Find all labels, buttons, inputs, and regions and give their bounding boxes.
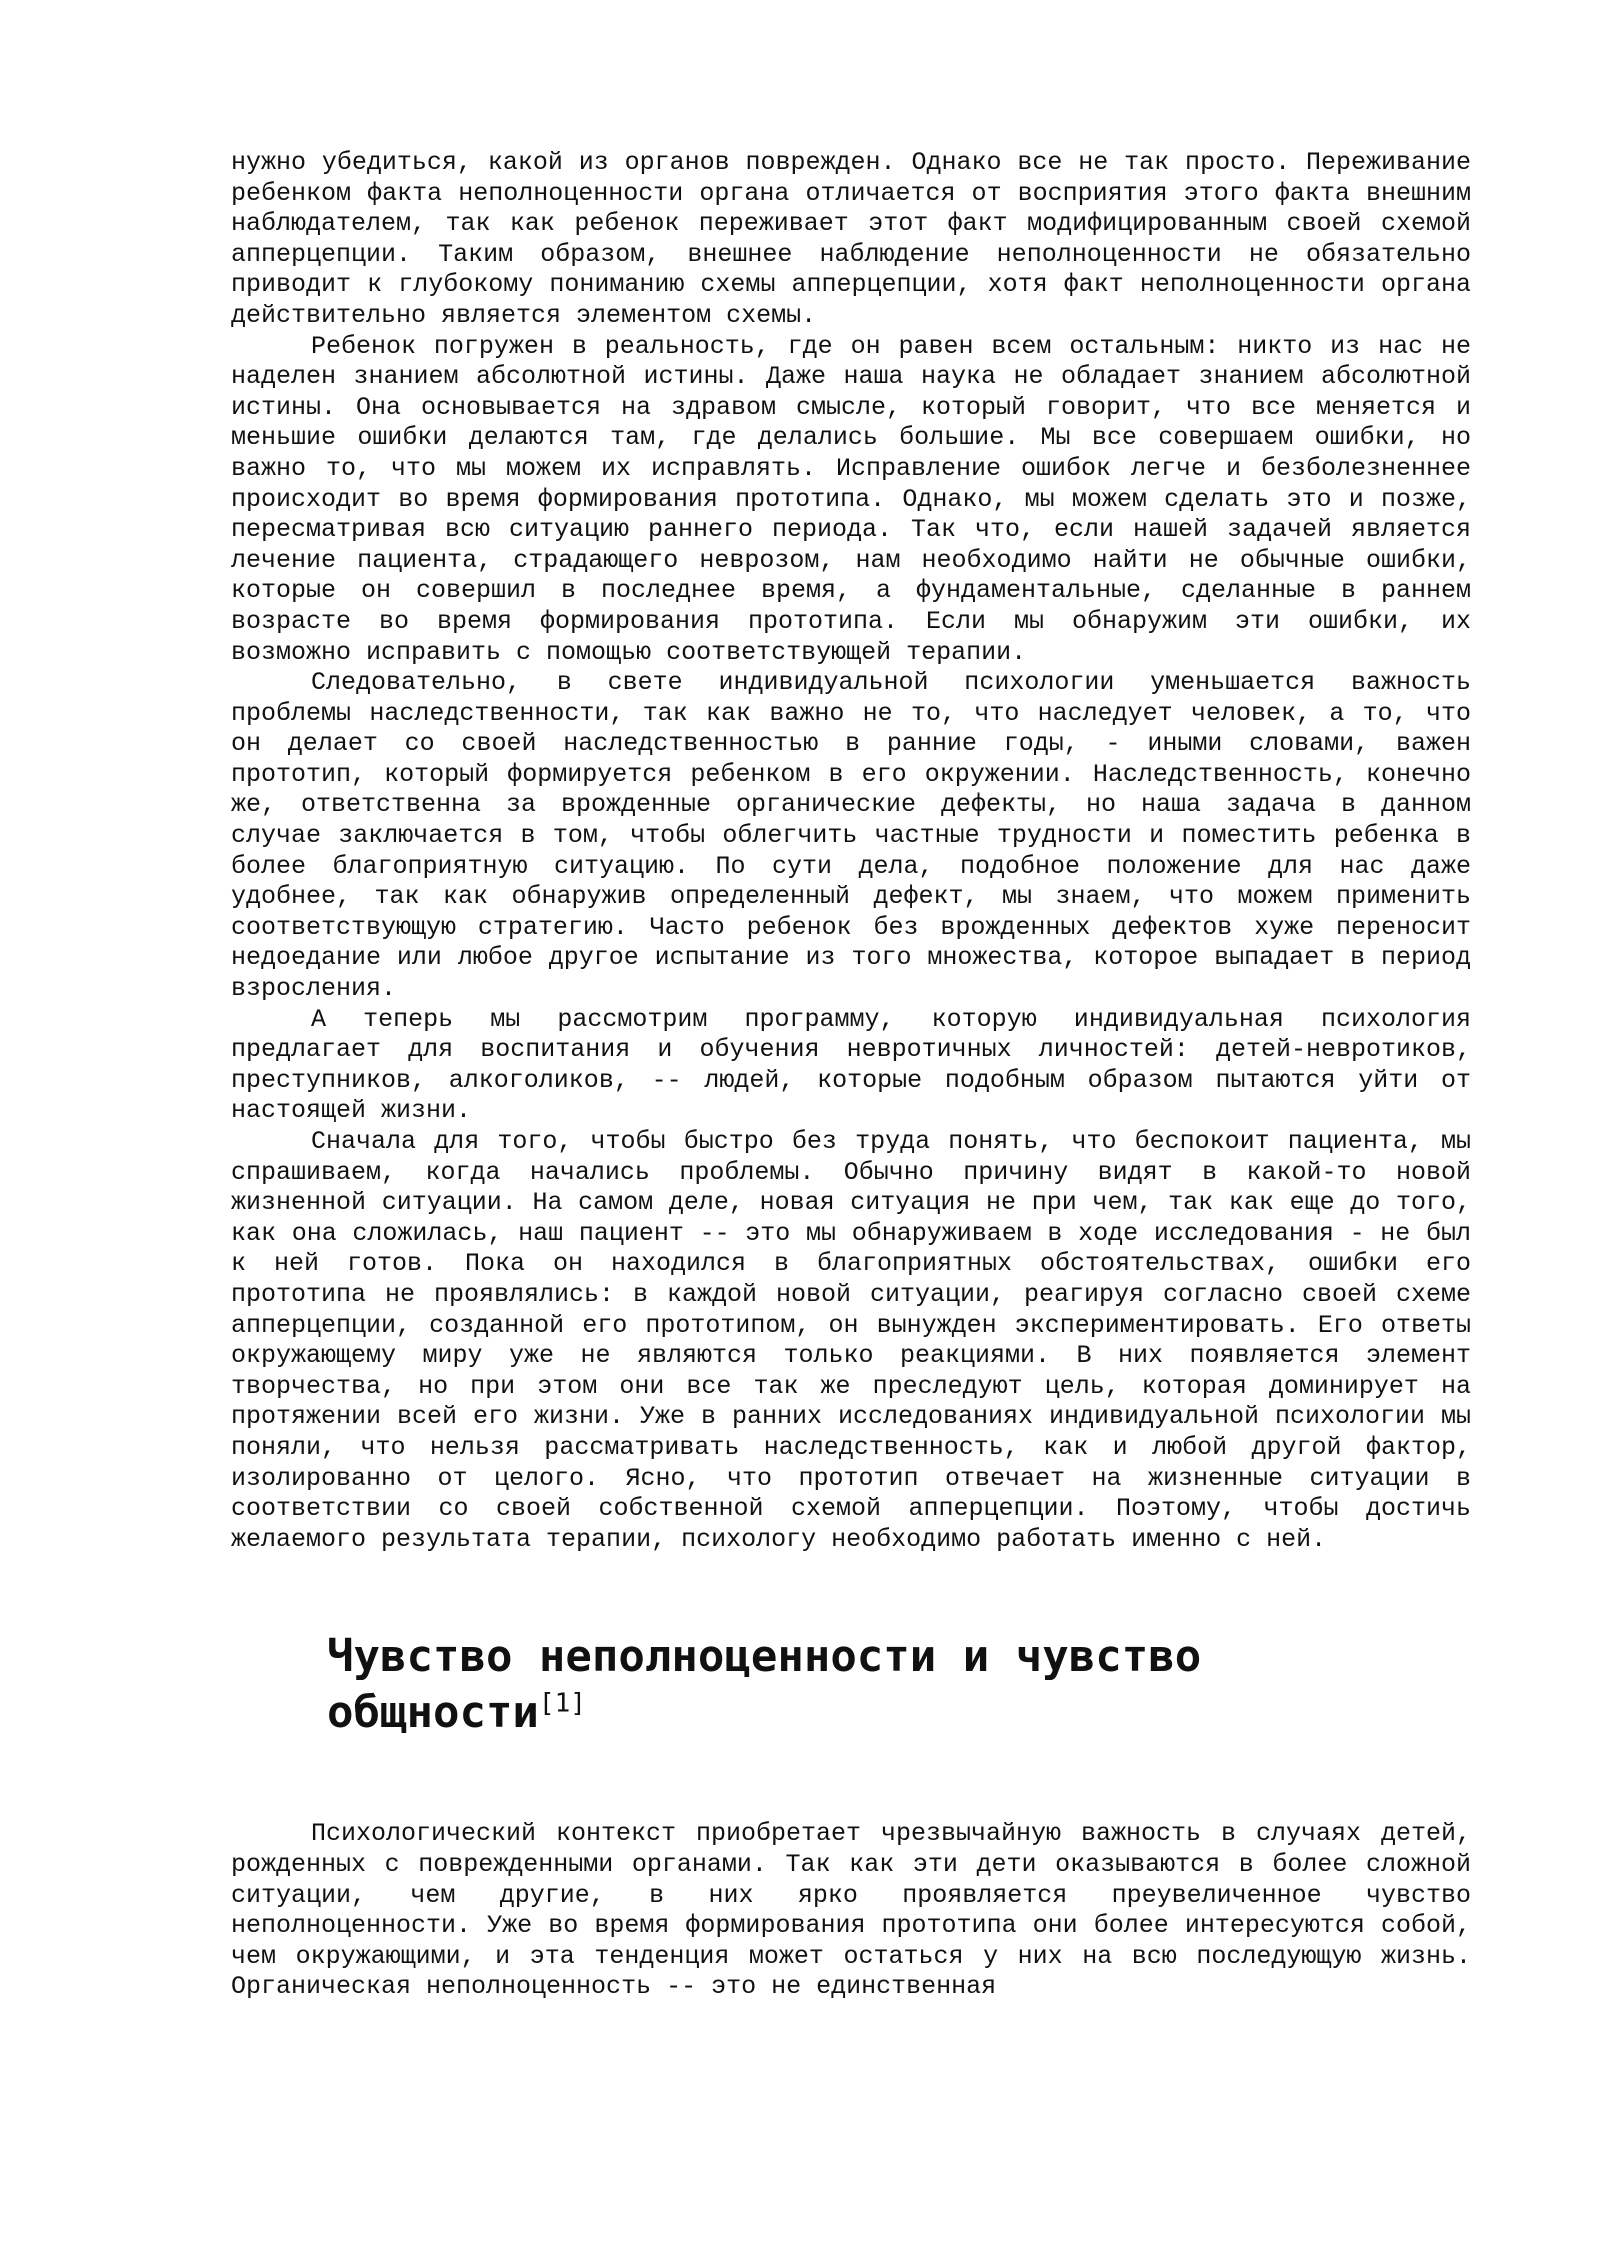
paragraph-psychological-context: Психологический контекст приобретает чрезвычайную важность в случаях детей, рожденных с поврежденными органами. Так как эти дети оказываются в более сложной ситуации, чем другие, в них ярко проявляется преувеличенное чувство неполноценности. Уже во время формирования прототипа они более интересуются собой, чем окружающими, и эта тенденция может остаться у них на всю последующую жизнь. Органическая неполноценность -- это не единственная bbox=[231, 1819, 1471, 2002]
footnote-marker[interactable]: [1] bbox=[538, 1688, 586, 1719]
paragraph-continuation: нужно убедиться, какой из органов поврежден. Однако все не так просто. Переживание ребенком факта неполноценности органа отличается от восприятия этого факта внешним наблюдателем, так как ребенок переживает этот факт модифицированным своей схемой апперцепции. Таким образом, внешнее наблюдение неполноценности не обязательно приводит к глубокому пониманию схемы апперцепции, хотя факт неполноценности органа действительно является элементом схемы. bbox=[231, 148, 1471, 330]
paragraph-heredity: Следовательно, в свете индивидуальной психологии уменьшается важность проблемы наследственности, так как важно не то, что наследует человек, а то, что он делает со своей наследственностью в ранние годы, - иными словами, важен прототип, который формируется ребенком в его окружении. Наследственность, конечно же, ответственна за врожденные органические дефекты, но наша задача в данном случае заключается в том, чтобы облегчить частные трудности и поместить ребенка в более благоприятную ситуацию. По сути дела, подобное положение для нас даже удобнее, так как обнаружив определенный дефект, мы знаем, что можем применить соответствующую стратегию. Часто ребенок без врожденных дефектов хуже переносит недоедание или любое другое испытание из того множества, которое выпадает в период взросления. bbox=[231, 668, 1471, 1004]
paragraph-program: А теперь мы рассмотрим программу, которую индивидуальная психология предлагает для воспитания и обучения невротичных личностей: детей-невротиков, преступников, алкоголиков, -- людей, которые подобным образом пытаются уйти от настоящей жизни. bbox=[231, 1004, 1471, 1126]
paragraph-first-steps: Сначала для того, чтобы быстро без труда понять, что беспокоит пациента, мы спрашиваем, когда начались проблемы. Обычно причину видят в какой-то новой жизненной ситуации. На самом деле, новая ситуация не при чем, так как еще до того, как она сложилась, наш пациент -- это мы обнаруживаем в ходе исследования - не был к ней готов. Пока он находился в благоприятных обстоятельствах, ошибки его прототипа не проявлялись: в каждой новой ситуации, реагируя согласно своей схеме апперцепции, созданной его прототипом, он вынужден экспериментировать. Его ответы окружающему миру уже не являются только реакциями. В них появляется элемент творчества, но при этом они все так же преследуют цель, которая доминирует на протяжении всей его жизни. Уже в ранних исследованиях индивидуальной психологии мы поняли, что нельзя рассматривать наследственность, как и любой другой фактор, изолированно от целого. Ясно, что прототип отвечает на жизненные ситуации в соответствии со своей собственной схемой апперцепции. Поэтому, чтобы достичь желаемого результата терапии, психологу необходимо работать именно с ней. bbox=[231, 1127, 1471, 1554]
section-heading-text: Чувство неполноценности и чувство общности bbox=[327, 1631, 1202, 1739]
section-heading bbox=[327, 1629, 1471, 1741]
document-page bbox=[231, 148, 1471, 2003]
paragraph-child-reality: Ребенок погружен в реальность, где он равен всем остальным: никто из нас не наделен знанием абсолютной истины. Даже наша наука не обладает знанием абсолютной истины. Она основывается на здравом смысле, который говорит, что все меняется и меньшие ошибки делаются там, где делались большие. Мы все совершаем ошибки, но важно то, что мы можем их исправлять. Исправление ошибок легче и безболезненнее происходит во время формирования прототипа. Однако, мы можем сделать это и позже, пересматривая всю ситуацию раннего периода. Так что, если нашей задачей является лечение пациента, страдающего неврозом, нам необходимо найти не обычные ошибки, которые он совершил в последнее время, а фундаментальные, сделанные в раннем возрасте во время формирования прототипа. Если мы обнаружим эти ошибки, их возможно исправить с помощью соответствующей терапии. bbox=[231, 331, 1471, 667]
